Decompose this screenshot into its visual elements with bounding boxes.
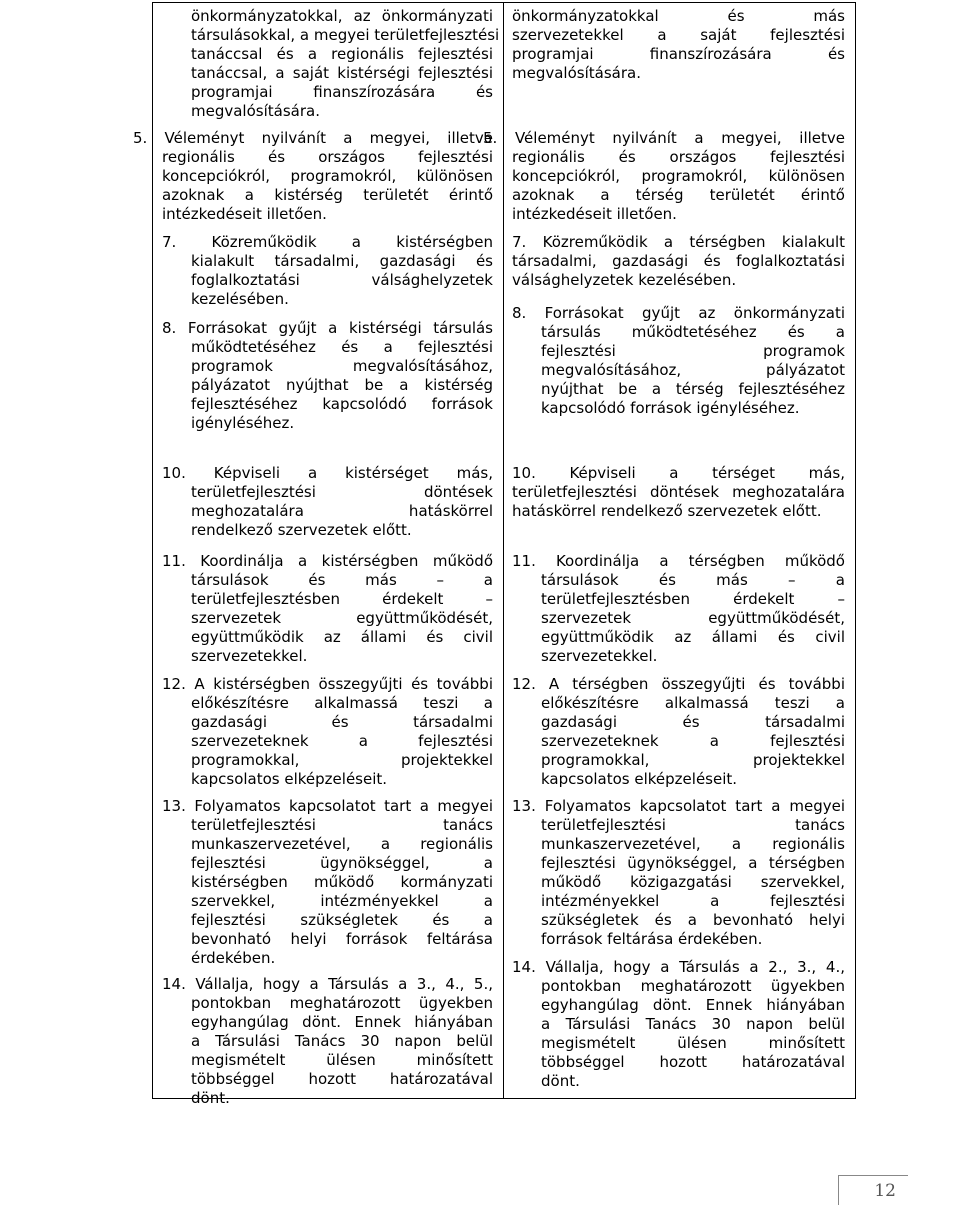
left-item-12 bbox=[162, 675, 493, 789]
text-line: intézkedéseit illetően. bbox=[162, 205, 327, 223]
text-line: programokkal, projektekkel bbox=[541, 751, 845, 769]
text-line: működő közigazgatási szervekkel, bbox=[541, 873, 845, 891]
text-line: érdekében. bbox=[191, 949, 276, 967]
left-item-7 bbox=[162, 233, 493, 309]
text-line: kapcsolódó források igényléséhez. bbox=[541, 399, 800, 417]
text-line: hatáskörrel rendelkező szervezetek előtt. bbox=[512, 502, 822, 520]
text-line: szervezetekkel. bbox=[191, 647, 308, 665]
text-line: 7. Közreműködik a kistérségben bbox=[162, 233, 493, 251]
text-line: tanáccsal és a regionális fejlesztési bbox=[191, 45, 493, 63]
text-line: 10. Képviseli a térséget más, bbox=[512, 464, 845, 482]
text-line: munkaszervezetével, a regionális bbox=[191, 835, 493, 853]
text-line: igényléséhez. bbox=[191, 414, 295, 432]
text-line: fejlesztési programok bbox=[541, 342, 845, 360]
text-line: gazdasági és társadalmi bbox=[191, 713, 493, 731]
text-line: dönt. bbox=[191, 1089, 230, 1107]
text-line: egyhangúlag dönt. Ennek hiányában bbox=[191, 1013, 493, 1031]
text-line: 12. A térségben összegyűjti és további bbox=[512, 675, 845, 693]
text-line: 5. Véleményt nyilvánít a megyei, illetve bbox=[483, 129, 845, 147]
page-number-box bbox=[838, 1175, 908, 1205]
text-line: foglalkoztatási válsághelyzetek bbox=[191, 271, 493, 289]
right-item-12 bbox=[512, 675, 845, 789]
text-line: kezelésében. bbox=[191, 290, 289, 308]
text-line: szervezetek együttműködését, bbox=[541, 609, 845, 627]
right-item-11 bbox=[512, 552, 845, 666]
text-line: programjai finanszírozására és bbox=[512, 45, 845, 63]
text-line: koncepciókról, programokról, különösen bbox=[162, 167, 493, 185]
text-line: meghozatalára hatáskörrel bbox=[191, 502, 493, 520]
text-line: együttműködik az állami és civil bbox=[191, 628, 493, 646]
text-line: területfejlesztésben érdekelt – bbox=[191, 590, 493, 608]
text-line: társadalmi, gazdasági és foglalkoztatási bbox=[512, 252, 845, 270]
right-item-14 bbox=[512, 958, 845, 1091]
text-line: kapcsolatos elképzeléseit. bbox=[191, 770, 388, 788]
text-line: dönt. bbox=[541, 1072, 580, 1090]
text-line: megvalósításához, pályázatot bbox=[541, 361, 845, 379]
text-line: a Társulási Tanács 30 napon belül bbox=[541, 1015, 845, 1033]
text-line: 13. Folyamatos kapcsolatot tart a megyei bbox=[512, 797, 845, 815]
text-line: 8. Forrásokat gyűjt az önkormányzati bbox=[512, 304, 845, 322]
text-line: fejlesztési ügynökséggel, a térségben bbox=[541, 854, 845, 872]
text-line: azoknak a térség területét érintő bbox=[512, 186, 845, 204]
text-line: szükségletek és a bevonható helyi bbox=[541, 911, 845, 929]
text-line: szervekkel, intézményekkel a bbox=[191, 892, 493, 910]
text-line: együttműködik az állami és civil bbox=[541, 628, 845, 646]
text-line: területfejlesztési tanács bbox=[541, 816, 845, 834]
text-line: források feltárása érdekében. bbox=[541, 930, 763, 948]
text-line: nyújthat be a térség fejlesztéséhez bbox=[541, 380, 845, 398]
right-item-7 bbox=[512, 233, 845, 290]
right-item-8 bbox=[512, 304, 845, 418]
text-line: tanáccsal, a saját kistérségi fejlesztési bbox=[191, 64, 493, 82]
text-line: kialakult társadalmi, gazdasági és bbox=[191, 252, 493, 270]
text-line: megvalósítására. bbox=[191, 102, 320, 120]
text-line: programokkal, projektekkel bbox=[191, 751, 493, 769]
text-line: kapcsolatos elképzeléseit. bbox=[541, 770, 738, 788]
left-item-5 bbox=[133, 129, 493, 224]
text-line: pályázatot nyújthat be a kistérség bbox=[191, 376, 493, 394]
text-line: előkészítésre alkalmassá teszi a bbox=[541, 694, 845, 712]
text-line: intézkedéseit illetően. bbox=[512, 205, 677, 223]
text-line: társulások és más – a bbox=[541, 571, 845, 589]
text-line: területfejlesztési döntések meghozatalára bbox=[512, 483, 845, 501]
right-item-5 bbox=[483, 129, 845, 224]
text-line: 10. Képviseli a kistérséget más, bbox=[162, 464, 493, 482]
text-line: 14. Vállalja, hogy a Társulás a 3., 4., 5., bbox=[162, 975, 493, 993]
text-line: pontokban meghatározott ügyekben bbox=[191, 994, 493, 1012]
text-line: társulásokkal, a megyei területfejlesztési bbox=[191, 26, 500, 44]
text-line: területfejlesztési tanács bbox=[191, 816, 493, 834]
text-line: megismételt ülésen minősített bbox=[541, 1034, 845, 1052]
right-item-10 bbox=[512, 464, 845, 521]
text-line: területfejlesztésben érdekelt – bbox=[541, 590, 845, 608]
text-line: többséggel hozott határozatával bbox=[541, 1053, 845, 1071]
text-line: munkaszervezetével, a regionális bbox=[541, 835, 845, 853]
text-line: regionális és országos fejlesztési bbox=[162, 148, 493, 166]
column-divider bbox=[503, 2, 504, 1099]
left-item-13 bbox=[162, 797, 493, 968]
text-line: 14. Vállalja, hogy a Társulás a 2., 3., 4., bbox=[512, 958, 845, 976]
text-line: fejlesztési ügynökséggel, a bbox=[191, 854, 493, 872]
left-item-10 bbox=[162, 464, 493, 540]
text-line: szervezetekkel a saját fejlesztési bbox=[512, 26, 845, 44]
text-line: 12. A kistérségben összegyűjti és további bbox=[162, 675, 493, 693]
text-line: szervezetekkel. bbox=[541, 647, 658, 665]
text-line: pontokban meghatározott ügyekben bbox=[541, 977, 845, 995]
right-item-13 bbox=[512, 797, 845, 949]
text-line: szervezeteknek a fejlesztési bbox=[541, 732, 845, 750]
text-line: önkormányzatokkal és más bbox=[512, 7, 845, 25]
text-line: kistérségben működő kormányzati bbox=[191, 873, 493, 891]
text-line: azoknak a kistérség területét érintő bbox=[162, 186, 493, 204]
text-line: regionális és országos fejlesztési bbox=[512, 148, 845, 166]
text-line: megvalósítására. bbox=[512, 64, 641, 82]
text-line: egyhangúlag dönt. Ennek hiányában bbox=[541, 996, 845, 1014]
text-line: koncepciókról, programokról, különösen bbox=[512, 167, 845, 185]
text-line: 8. Forrásokat gyűjt a kistérségi társulás bbox=[162, 319, 493, 337]
text-line: intézményekkel a fejlesztési bbox=[541, 892, 845, 910]
text-line: társulások és más – a bbox=[191, 571, 493, 589]
page-number: 12 bbox=[874, 1181, 896, 1201]
text-line: 13. Folyamatos kapcsolatot tart a megyei bbox=[162, 797, 493, 815]
text-line: 7. Közreműködik a térségben kialakult bbox=[512, 233, 845, 251]
text-line: társulás működtetéséhez és a bbox=[541, 323, 845, 341]
text-line: 5. Véleményt nyilvánít a megyei, illetve bbox=[133, 129, 493, 147]
text-line: megismételt ülésen minősített bbox=[191, 1051, 493, 1069]
text-line: programok megvalósításához, bbox=[191, 357, 493, 375]
text-line: önkormányzatokkal, az önkormányzati bbox=[191, 7, 493, 25]
text-line: működtetéséhez és a fejlesztési bbox=[191, 338, 493, 356]
text-line: előkészítésre alkalmassá teszi a bbox=[191, 694, 493, 712]
right-intro bbox=[512, 7, 845, 83]
left-item-14 bbox=[162, 975, 493, 1108]
text-line: bevonható helyi források feltárása bbox=[191, 930, 493, 948]
text-line: programjai finanszírozására és bbox=[191, 83, 493, 101]
text-line: fejlesztéséhez kapcsolódó források bbox=[191, 395, 493, 413]
text-line: 11. Koordinálja a térségben működő bbox=[512, 552, 845, 570]
text-line: területfejlesztési döntések bbox=[191, 483, 493, 501]
text-line: fejlesztési szükségletek és a bbox=[191, 911, 493, 929]
text-line: többséggel hozott határozatával bbox=[191, 1070, 493, 1088]
text-line: 11. Koordinálja a kistérségben működő bbox=[162, 552, 493, 570]
text-line: válsághelyzetek kezelésében. bbox=[512, 271, 737, 289]
text-line: gazdasági és társadalmi bbox=[541, 713, 845, 731]
text-line: rendelkező szervezetek előtt. bbox=[191, 521, 412, 539]
text-line: szervezeteknek a fejlesztési bbox=[191, 732, 493, 750]
left-item-11 bbox=[162, 552, 493, 666]
text-line: a Társulási Tanács 30 napon belül bbox=[191, 1032, 493, 1050]
left-intro bbox=[191, 7, 500, 121]
left-item-8 bbox=[162, 319, 493, 433]
text-line: szervezetek együttműködését, bbox=[191, 609, 493, 627]
